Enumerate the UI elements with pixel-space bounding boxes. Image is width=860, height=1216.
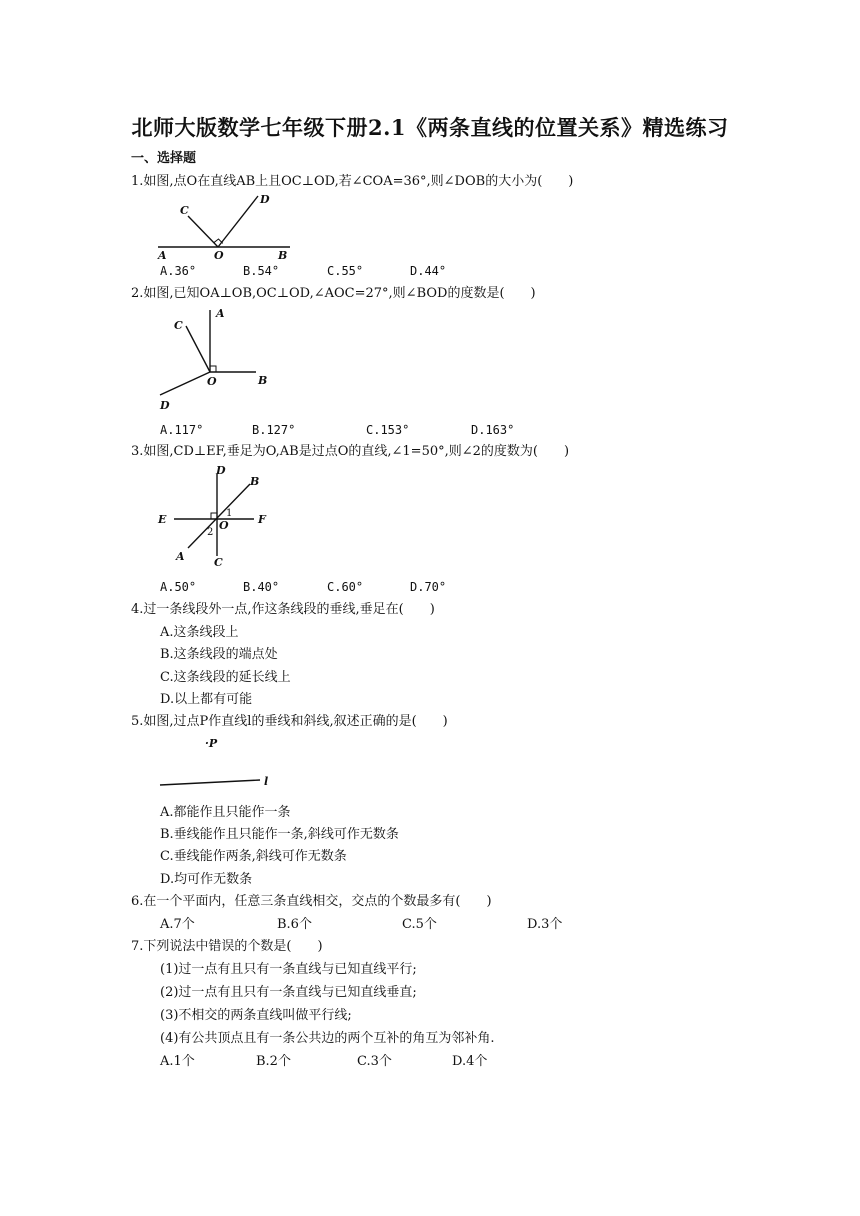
label-l: l: [264, 775, 269, 788]
question-5-stem: 5.如图,过点P作直线l的垂线和斜线,叙述正确的是( ): [131, 714, 448, 729]
label-a: A: [176, 550, 185, 563]
label-d: D: [160, 399, 170, 412]
section-heading: 一、选择题: [131, 151, 197, 166]
question-6-stem: 6.在一个平面内，任意三条直线相交，交点的个数最多有( ): [131, 894, 492, 909]
q7-statement-1: (1)过一点有且只有一条直线与已知直线平行;: [160, 962, 417, 977]
q2-option-a: A.117°: [160, 423, 204, 437]
q7-statement-2: (2)过一点有且只有一条直线与已知直线垂直;: [160, 985, 417, 1000]
q3-option-b: B.40°: [243, 580, 280, 594]
q5-option-d: D.均可作无数条: [160, 872, 253, 887]
label-o: O: [219, 519, 229, 532]
label-o: O: [207, 375, 217, 388]
q2-option-c: C.153°: [366, 423, 410, 437]
ray-oc: [186, 326, 210, 372]
page-title: 北师大版数学七年级下册2.1《两条直线的位置关系》精选练习: [131, 115, 729, 140]
label-d: D: [260, 193, 270, 206]
q6-option-d: D.3个: [527, 917, 563, 932]
label-p: ·P: [205, 737, 218, 750]
q5-option-b: B.垂线能作且只能作一条,斜线可作无数条: [160, 827, 399, 842]
label-o: O: [214, 249, 224, 262]
q2-option-b: B.127°: [252, 423, 296, 437]
label-b: B: [278, 249, 288, 262]
q1-option-b: B.54°: [243, 264, 280, 278]
label-f: F: [258, 513, 266, 526]
angle-1-label: 1: [226, 508, 233, 519]
q4-option-d: D.以上都有可能: [160, 692, 253, 707]
angle-2-label: 2: [207, 527, 214, 538]
q4-option-c: C.这条线段的延长线上: [160, 670, 291, 685]
label-c: C: [214, 556, 223, 569]
q7-option-b: B.2个: [256, 1054, 291, 1069]
q3-option-a: A.50°: [160, 580, 197, 594]
q6-option-a: A.7个: [160, 917, 195, 932]
q2-option-d: D.163°: [471, 423, 515, 437]
q4-option-a: A.这条线段上: [160, 625, 239, 640]
q7-statement-4: (4)有公共顶点且有一条公共边的两个互补的角互为邻补角.: [160, 1031, 495, 1046]
question-3-stem: 3.如图,CD⊥EF,垂足为O,AB是过点O的直线,∠1=50°,则∠2的度数为( ): [131, 444, 570, 459]
q6-option-c: C.5个: [402, 917, 437, 932]
q4-option-b: B.这条线段的端点处: [160, 647, 278, 662]
q1-option-d: D.44°: [410, 264, 447, 278]
right-angle-mark: [210, 366, 216, 372]
question-3-figure: [150, 464, 280, 574]
question-4-stem: 4.过一条线段外一点,作这条线段的垂线,垂足在( ): [131, 602, 435, 617]
q7-option-a: A.1个: [160, 1054, 195, 1069]
question-7-stem: 7.下列说法中错误的个数是( ): [131, 939, 323, 954]
q3-option-c: C.60°: [327, 580, 364, 594]
q5-option-a: A.都能作且只能作一条: [160, 805, 291, 820]
question-1-stem: 1.如图,点O在直线AB上且OC⊥OD,若∠COA=36°,则∠DOB的大小为( ): [131, 174, 574, 189]
q1-option-c: C.55°: [327, 264, 364, 278]
q3-option-d: D.70°: [410, 580, 447, 594]
q7-statement-3: (3)不相交的两条直线叫做平行线;: [160, 1008, 352, 1023]
label-b: B: [258, 374, 268, 387]
line-l: [160, 780, 260, 785]
label-e: E: [158, 513, 167, 526]
ray-od: [218, 196, 258, 247]
q7-option-d: D.4个: [452, 1054, 488, 1069]
label-c: C: [180, 204, 189, 217]
question-2-stem: 2.如图,已知OA⊥OB,OC⊥OD,∠AOC=27°,则∠BOD的度数是( ): [131, 286, 536, 301]
label-c: C: [174, 319, 183, 332]
ray-oc: [188, 216, 218, 247]
question-2-figure: [150, 300, 290, 415]
question-5-figure: [150, 734, 290, 794]
line-ab: [188, 484, 250, 548]
q7-option-c: C.3个: [357, 1054, 392, 1069]
ray-od: [160, 372, 210, 395]
q1-option-a: A.36°: [160, 264, 197, 278]
q5-option-c: C.垂线能作两条,斜线可作无数条: [160, 849, 347, 864]
label-a: A: [216, 307, 225, 320]
q6-option-b: B.6个: [277, 917, 312, 932]
label-d: D: [216, 464, 226, 477]
question-1-figure: [150, 190, 310, 260]
label-b: B: [250, 475, 260, 488]
label-a: A: [158, 249, 167, 262]
